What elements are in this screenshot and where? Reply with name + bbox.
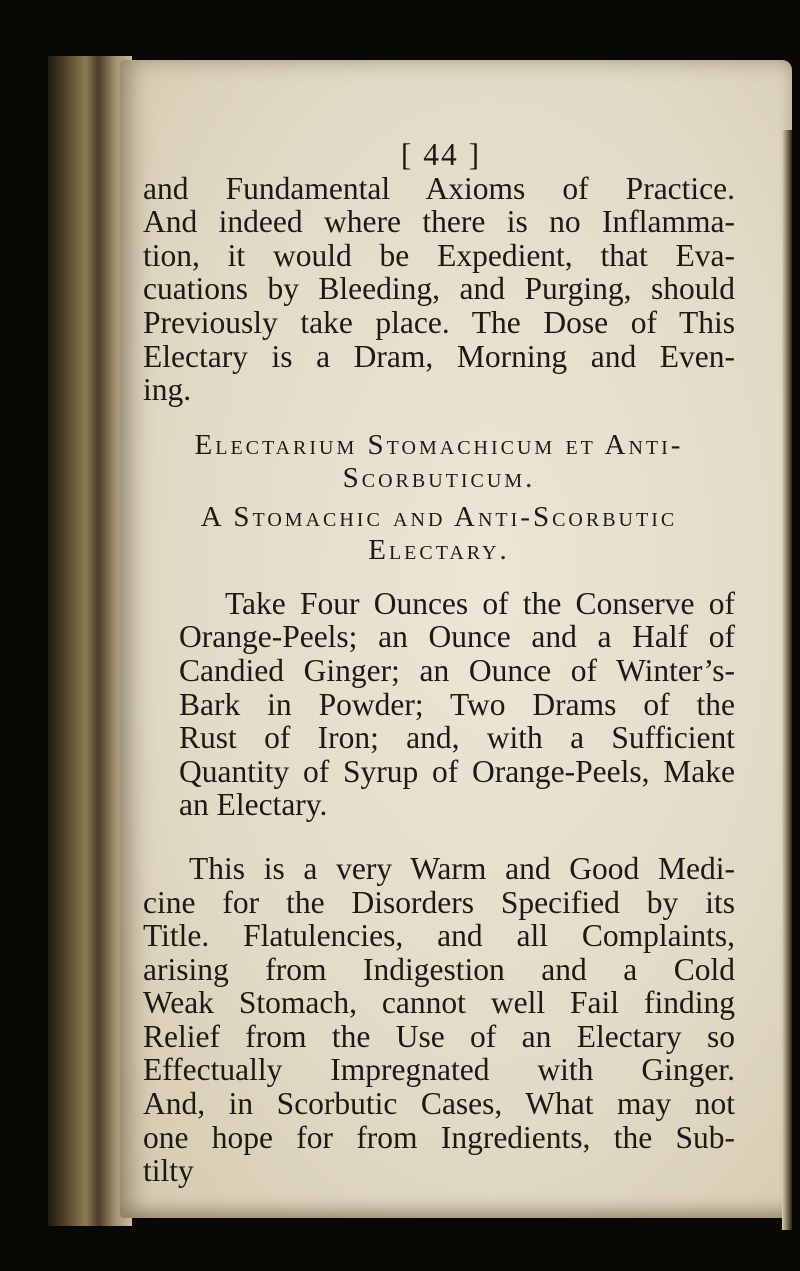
text-line: Bark in Powder; Two Drams of the	[179, 686, 735, 722]
heading-line: Electary.	[368, 533, 510, 566]
text-line: Rust of Iron; and, with a Sufficient	[179, 720, 735, 756]
text-line: Orange-Peels; an Ounce and a Half of	[179, 619, 735, 655]
page-number: [ 44 ]	[400, 137, 482, 172]
text-line: Relief from the Use of an Electary so	[143, 1018, 735, 1054]
text-line: cuations by Bleeding, and Purging, should	[143, 271, 735, 307]
english-heading	[143, 501, 735, 567]
text-line: Electary is a Dram, Morning and Even-	[143, 338, 735, 374]
text-line: This is a very Warm and Good Medi-	[189, 850, 735, 886]
text-line: one hope for from Ingredients, the Sub-	[143, 1119, 735, 1155]
text-line: Previously take place. The Dose of This	[143, 304, 735, 340]
text-line: cine for the Disorders Specified by its	[143, 884, 735, 920]
page-text	[143, 138, 735, 1188]
paragraph-3	[143, 852, 735, 1188]
text-line: And, in Scorbutic Cases, What may not	[143, 1086, 735, 1122]
text-line: And indeed where there is no Inflamma-	[143, 204, 735, 240]
text-line: Effectually Impregnated with Ginger.	[143, 1052, 735, 1088]
text-line: Weak Stomach, cannot well Fail finding	[143, 985, 735, 1021]
heading-line: Electarium Stomachicum et Anti-	[194, 428, 684, 461]
text-line: ing.	[143, 372, 192, 408]
latin-heading	[143, 429, 735, 495]
heading-line: A Stomachic and Anti-Scorbutic	[200, 500, 678, 533]
paragraph-2	[143, 587, 735, 822]
paragraph-1	[143, 172, 735, 407]
text-line: Title. Flatulencies, and all Complaints,	[143, 918, 735, 954]
page-edge	[782, 130, 792, 1230]
text-line: and Fundamental Axioms of Practice.	[143, 170, 735, 206]
text-line: an Electary.	[179, 787, 328, 823]
text-line: tion, it would be Expedient, that Eva-	[143, 237, 735, 273]
text-line: arising from Indigestion and a Cold	[143, 951, 735, 987]
catchword: tilty	[143, 1153, 194, 1189]
text-line: Take Four Ounces of the Conserve of	[225, 585, 735, 621]
text-line: Quantity of Syrup of Orange-Peels, Make	[179, 753, 735, 789]
text-line: Candied Ginger; an Ounce of Winter’s-	[179, 652, 735, 688]
heading-line: Scorbuticum.	[342, 461, 536, 494]
